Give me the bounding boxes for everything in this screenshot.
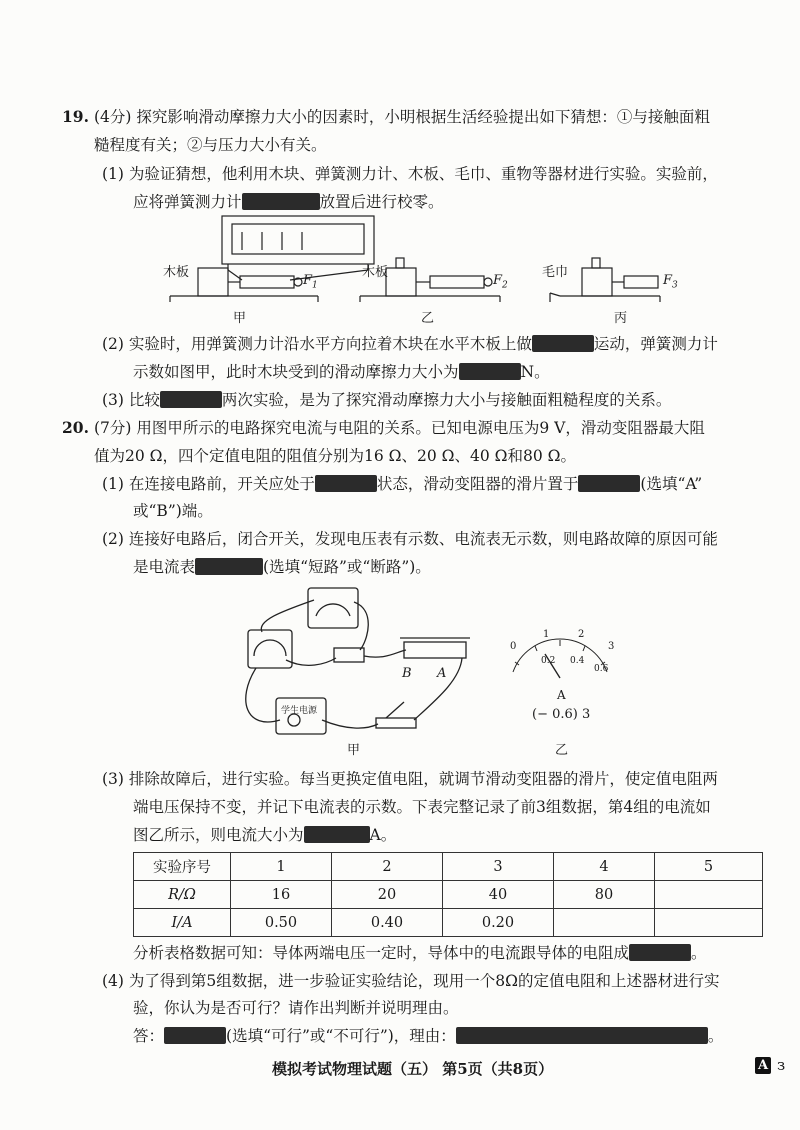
paper-version-badge: A	[755, 1057, 771, 1074]
dial-scale-top-2: 2	[578, 629, 585, 640]
label-power-source: 学生电源	[281, 706, 318, 716]
redacted-answer	[578, 475, 640, 492]
q19-number: 19.	[62, 107, 89, 126]
q20-circuit-figure	[236, 580, 496, 760]
table-row: R/Ω 16 20 40 80	[134, 881, 763, 909]
dial-scale-top-0: 0	[510, 641, 517, 652]
dial-scale-bottom-3: 0.6	[594, 664, 609, 674]
q19-part1-line1: (1) 为验证猜想，他利用木块、弹簧测力计、木板、毛巾、重物等器材进行实验。实验前，	[102, 165, 718, 183]
label-rheostat-a: A	[437, 666, 447, 681]
label-board-jia: 木板	[163, 265, 190, 280]
redacted-answer	[459, 363, 521, 380]
redacted-answer	[304, 826, 370, 843]
dial-scale-top-3: 3	[608, 641, 615, 652]
q19-part1-text-a: 应将弹簧测力计	[133, 193, 242, 211]
label-fig-jia: 甲	[347, 743, 361, 758]
dial-scale-top-1: 1	[543, 629, 550, 640]
page-edge-mark: з	[777, 1056, 786, 1074]
q20-answer-line: 答： (选填“可行”或“不可行”)，理由： 。	[133, 1027, 724, 1045]
label-rheostat-b: B	[402, 666, 412, 681]
q20-number: 20.	[62, 418, 89, 437]
q20-part4-line1: (4) 为了得到第5组数据，进一步验证实验结论，现用一个8Ω的定值电阻和上述器材进行实	[102, 972, 720, 990]
q19-part1-line2	[133, 191, 444, 213]
q19-intro-line2: 糙程度有关；②与压力大小有关。	[94, 136, 327, 154]
q19-intro-line1: (4分) 探究影响滑动摩擦力大小的因素时，小明根据生活经验提出如下猜想：①与接触面粗	[94, 108, 710, 126]
q19-part3: (3) 比较 两次实验，是为了探究滑动摩擦力大小与接触面粗糙程度的关系。	[102, 391, 672, 409]
q20-analysis: 分析表格数据可知：导体两端电压一定时，导体中的电流跟导体的电阻成 。	[133, 944, 707, 962]
table-row: I/A 0.50 0.40 0.20	[134, 909, 763, 937]
weight-bing	[592, 258, 600, 268]
q20-intro-line1: (7分) 用图甲所示的电路探究电流与电阻的关系。已知电源电压为9 V，滑动变阻器最大阻	[94, 419, 705, 437]
q19-part2-line1: (2) 实验时，用弹簧测力计沿水平方向拉着木块在水平木板上做 运动，弹簧测力计	[102, 335, 718, 353]
redacted-answer	[532, 335, 594, 352]
label-f3: $F_3$	[663, 273, 678, 291]
voltmeter	[308, 588, 358, 628]
redacted-answer	[242, 193, 320, 210]
q20-part3-line3: 图乙所示，则电流大小为 A。	[133, 826, 397, 844]
dial-unit: A	[557, 688, 566, 702]
label-yi: 乙	[421, 311, 435, 326]
q20-part1-line1: (1) 在连接电路前，开关应处于 状态，滑动变阻器的滑片置于 (选填“A”	[102, 475, 703, 493]
spring-scale-zoom	[222, 216, 374, 264]
redacted-answer	[315, 475, 377, 492]
q20-part2-line1: (2) 连接好电路后，闭合开关，发现电压表有示数、电流表无示数，则电路故障的原因可能	[102, 530, 718, 548]
q19-figure	[150, 212, 670, 332]
weight-yi	[396, 258, 404, 268]
redacted-answer	[456, 1027, 708, 1044]
dial-terminals: (− 0.6) 3	[532, 707, 591, 722]
rheostat	[404, 642, 466, 658]
block-yi	[386, 268, 416, 296]
dial-scale-bottom-2: 0.4	[570, 656, 585, 666]
q20-part1-line2: 或“B”)端。	[133, 502, 213, 520]
resistor	[334, 648, 364, 662]
spring-scale-yi	[430, 276, 484, 288]
q20-part4-line2: 验，你认为是否可行？请作出判断并说明理由。	[133, 999, 459, 1017]
q20-part3-line2: 端电压保持不变，并记下电流表的示数。下表完整记录了前3组数据，第4组的电流如	[133, 798, 711, 816]
label-jia: 甲	[233, 311, 247, 326]
spring-scale-jia	[240, 276, 294, 288]
q19-part1-text-b: 放置后进行校零。	[319, 193, 444, 211]
block-jia	[198, 268, 228, 296]
table-row: 实验序号 1 2 3 4 5	[134, 853, 763, 881]
page-footer: 模拟考试物理试题（五） 第5页（共8页）	[272, 1060, 554, 1078]
q20-part2-line2: 是电流表 (选填“短路”或“断路”)。	[133, 558, 431, 576]
q19-part2-line2: 示数如图甲，此时木块受到的滑动摩擦力大小为 N。	[133, 363, 550, 381]
dial-scale-bottom-1: 0.2	[541, 656, 556, 666]
switch	[376, 718, 416, 728]
q20-intro-line2: 值为20 Ω，四个定值电阻的阻值分别为16 Ω、20 Ω、40 Ω和80 Ω。	[94, 447, 577, 465]
label-board-yi: 木板	[362, 265, 389, 280]
label-fig-yi: 乙	[555, 743, 569, 758]
redacted-answer	[164, 1027, 226, 1044]
block-bing	[582, 268, 612, 296]
data-table	[133, 852, 763, 937]
redacted-answer	[629, 944, 691, 961]
redacted-answer	[195, 558, 263, 575]
redacted-answer	[160, 391, 222, 408]
ammeter	[248, 630, 292, 668]
label-towel: 毛巾	[542, 265, 569, 280]
spring-scale-bing	[624, 276, 658, 288]
label-f1: $F_1$	[303, 273, 318, 291]
label-f2: $F_2$	[493, 273, 508, 291]
q20-part3-line1: (3) 排除故障后，进行实验。每当更换定值电阻，就调节滑动变阻器的滑片，使定值电阻两	[102, 770, 718, 788]
label-bing: 丙	[614, 311, 628, 326]
